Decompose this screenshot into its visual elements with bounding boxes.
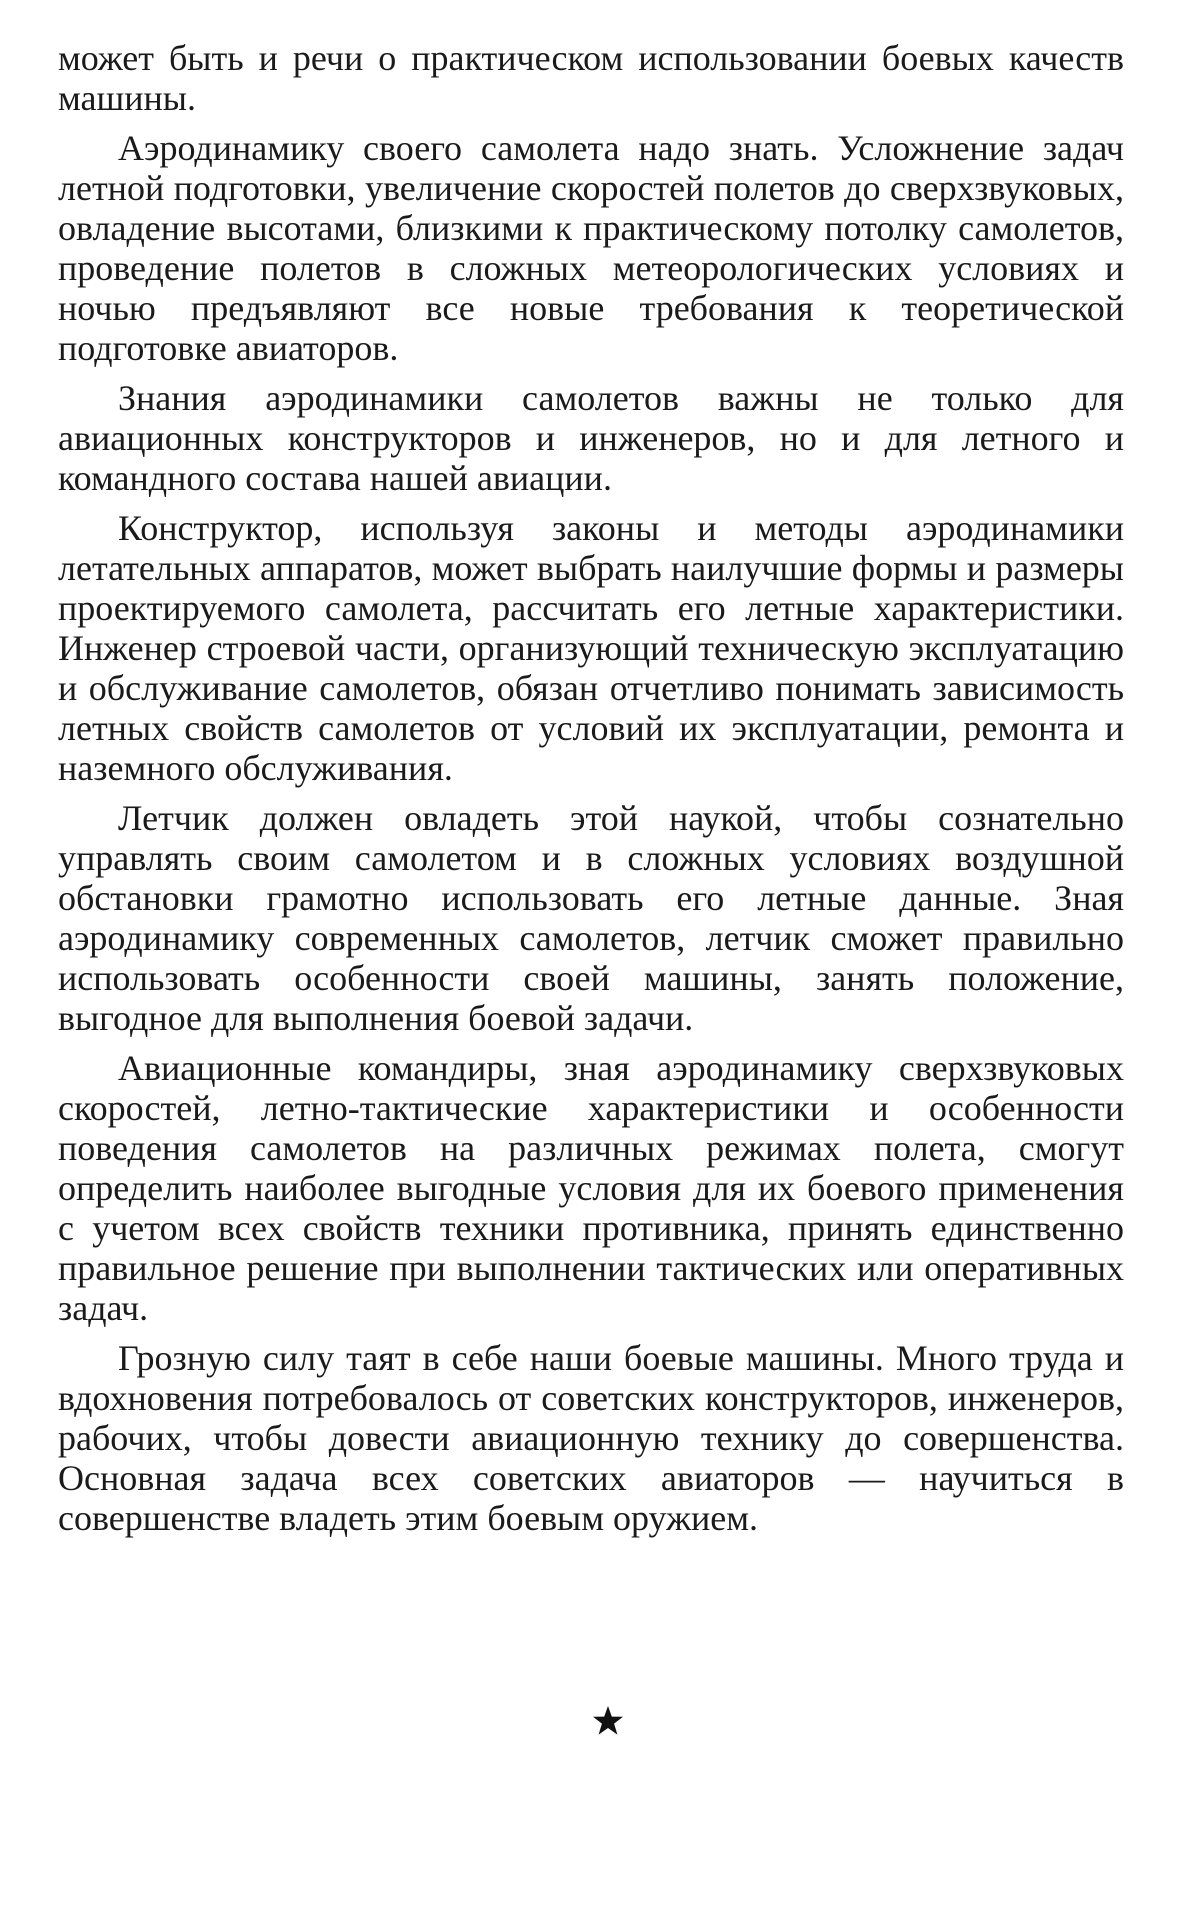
paragraph-commanders: Авиационные командиры, зная аэродинамику сверхзвуковых скоростей, летно-тактические характеристики и особенности поведения самолетов на различных режимах полета, смогут определить наиболее выгодные условия для их боевого применения с учетом всех свойств техники противника, принять единственно правильное решение при выполнении тактических или оперативных задач.: [58, 1048, 1124, 1328]
star-icon: [592, 1705, 624, 1737]
paragraph-conclusion: Грозную силу таят в себе наши боевые машины. Много труда и вдохновения потребовалось от советских конструкторов, инженеров, рабочих, чтобы довести авиационную технику до совершенства. Основная задача всех советских авиаторов — научиться в совершенстве владеть этим боевым оружием.: [58, 1338, 1124, 1538]
paragraph-pilot: Летчик должен овладеть этой наукой, чтобы сознательно управлять своим самолетом и в сложных условиях воздушной обстановки грамотно использовать его летные данные. Зная аэродинамику современных самолетов, летчик сможет правильно использовать особенности своей машины, занять положение, выгодное для выполнения боевой задачи.: [58, 798, 1124, 1038]
paragraph-aerodynamics-importance: Аэродинамику своего самолета надо знать. Усложнение задач летной подготовки, увеличение скоростей полетов до сверхзвуковых, овладение высотами, близкими к практическому потолку самолетов, проведение полетов в сложных метеорологических условиях и ночью предъявляют все новые требования к теоретической подготовке авиаторов.: [58, 128, 1124, 368]
paragraph-designer: Конструктор, используя законы и методы аэродинамики летательных аппаратов, может выбрать наилучшие формы и размеры проектируемого самолета, рассчитать его летные характеристики. Инженер строевой части, организующий техническую эксплуатацию и обслуживание самолетов, обязан отчетливо понимать зависимость летных свойств самолетов от условий их эксплуатации, ремонта и наземного обслуживания.: [58, 508, 1124, 788]
paragraph-knowledge: Знания аэродинамики самолетов важны не только для авиационных конструкторов и инженеров, но и для летного и командного состава нашей авиации.: [58, 378, 1124, 498]
book-page-text: [58, 38, 1124, 1548]
paragraph-continuation: может быть и речи о практическом использовании боевых качеств машины.: [58, 38, 1124, 118]
